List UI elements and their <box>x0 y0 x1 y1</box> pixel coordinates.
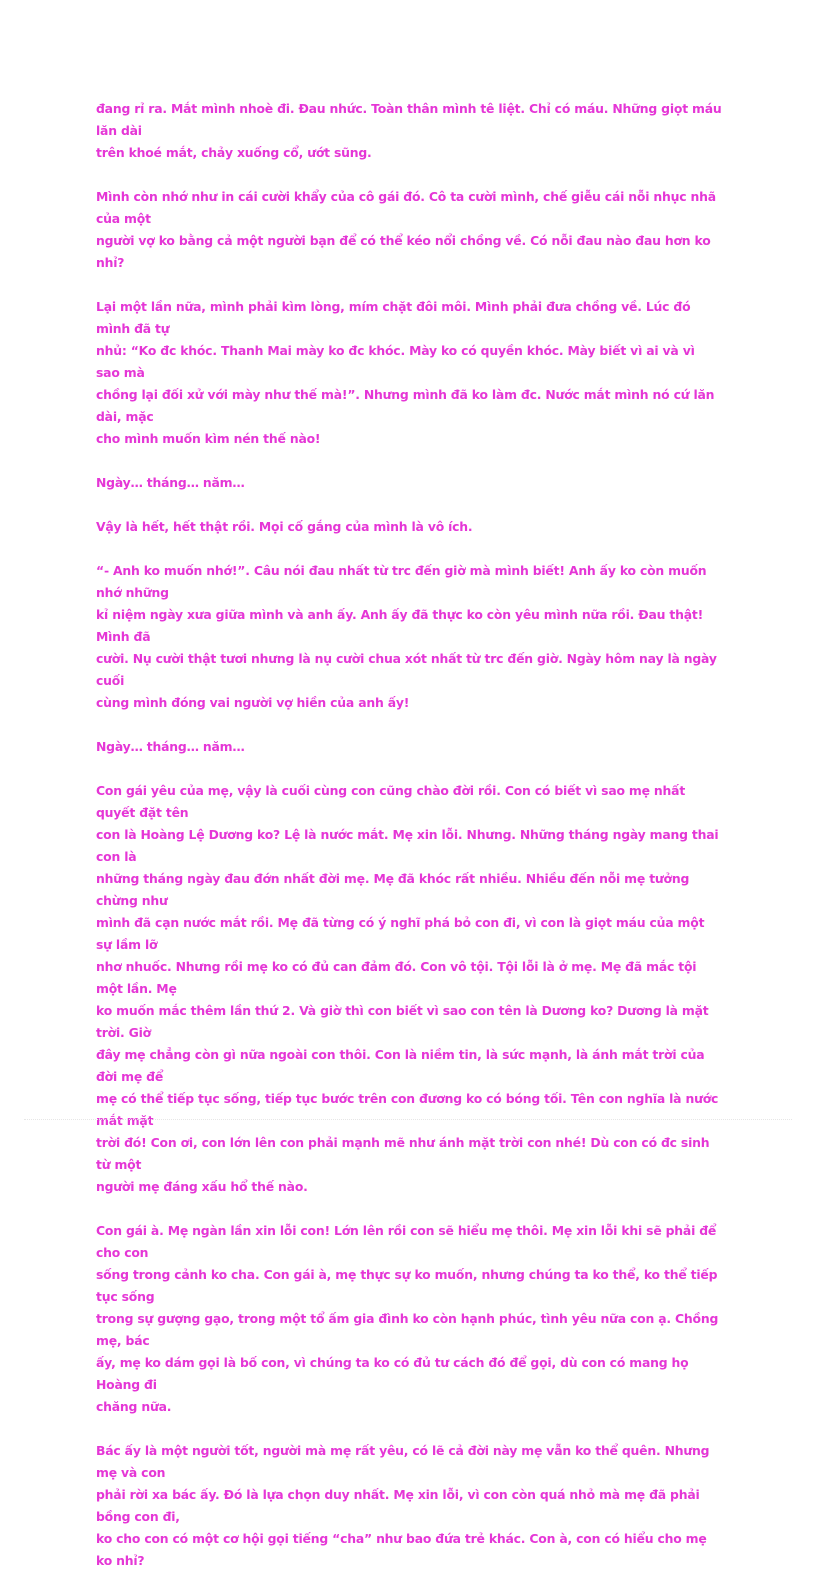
paragraph-1: đang rỉ ra. Mắt mình nhoè đi. Đau nhức. Toàn thân mình tê liệt. Chỉ có máu. Những giọt máu lăn dài trên khoé mắt, chảy xuống cổ, ướt sũng. <box>96 101 722 160</box>
paragraph-8: Bác ấy là một người tốt, người mà mẹ rất yêu, có lẽ cả đời này mẹ vẫn ko thể quên. Nhưng mẹ và con phải rời xa bác ấy. Đó là lựa chọn duy nhất. Mẹ xin lỗi, vì con còn quá nhỏ mà mẹ đã phải bồng con đi, ko cho con có một cơ hội gọi tiếng “cha” như bao đứa trẻ khác. Con à, con có hiểu cho mẹ ko nhỉ? <box>96 1443 710 1568</box>
paragraph-6: Con gái yêu của mẹ, vậy là cuối cùng con cũng chào đời rồi. Con có biết vì sao mẹ nhất quyết đặt tên con là Hoàng Lệ Dương ko? Lệ là nước mắt. Mẹ xin lỗi. Nhưng. Những tháng ngày mang thai con là những tháng ngày đau đớn nhất đời mẹ. Mẹ đã khóc rất nhiều. Nhiều đến nỗi mẹ tưởng chừng như mình đã cạn nước mắt rồi. Mẹ đã từng có ý nghĩ phá bỏ con đi, vì con là giọt máu của một sự lầm lỡ nhơ nhuốc. Nhưng rồi mẹ ko có đủ can đảm đó. Con vô tội. Tội lỗi là ở mẹ. Mẹ đã mắc tội một lần. Mẹ ko muốn mắc thêm lần thứ 2. Và giờ thì con biết vì sao con tên là Dương ko? Dương là mặt trời. Giờ đây mẹ chẳng còn gì nữa ngoài con thôi. Con là niềm tin, là sức mạnh, là ánh mắt trời của đời mẹ để mẹ có thể tiếp tục sống, tiếp tục bước trên con đương ko có bóng tối. Tên con nghĩa là nước mắt mặt trời đó! Con ơi, con lớn lên con phải mạnh mẽ như ánh mặt trời con nhé! Dù con có đc sinh từ một người mẹ đáng xấu hổ thế nào. <box>96 783 719 1194</box>
date-heading-1: Ngày… tháng… năm… <box>96 475 245 490</box>
document-body <box>96 98 722 1594</box>
paragraph-4: Vậy là hết, hết thật rồi. Mọi cố gắng của mình là vô ích. <box>96 519 473 534</box>
date-heading-2: Ngày… tháng… năm… <box>96 739 245 754</box>
paragraph-5: “- Anh ko muốn nhớ!”. Câu nói đau nhất từ trc đến giờ mà mình biết! Anh ấy ko còn muốn nhớ những kỉ niệm ngày xưa giữa mình và anh ấy. Anh ấy đã thực ko còn yêu mình nữa rồi. Đau thật! Mình đã cười. Nụ cười thật tươi nhưng là nụ cười chua xót nhất từ trc đến giờ. Ngày hôm nay là ngày cuối cùng mình đóng vai người vợ hiền của anh ấy! <box>96 563 717 710</box>
paragraph-3: Lại một lần nữa, mình phải kìm lòng, mím chặt đôi môi. Mình phải đưa chồng về. Lúc đó mình đã tự nhủ: “Ko đc khóc. Thanh Mai mày ko đc khóc. Mày ko có quyền khóc. Mày biết vì ai và vì sao mà chồng lại đối xử với mày như thế mà!”. Nhưng mình đã ko làm đc. Nước mắt mình nó cứ lăn dài, mặc cho mình muốn kìm nén thế nào! <box>96 299 715 446</box>
page-bottom-divider <box>24 1119 792 1120</box>
paragraph-2: Mình còn nhớ như in cái cười khẩy của cô gái đó. Cô ta cười mình, chế giễu cái nỗi nhục nhã của một người vợ ko bằng cả một người bạn để có thể kéo nổi chồng về. Có nỗi đau nào đau hơn ko nhỉ? <box>96 189 716 270</box>
paragraph-7: Con gái à. Mẹ ngàn lần xin lỗi con! Lớn lên rồi con sẽ hiểu mẹ thôi. Mẹ xin lỗi khi sẽ phải để cho con sống trong cảnh ko cha. Con gái à, mẹ thực sự ko muốn, nhưng chúng ta ko thể, ko thể tiếp tục sống trong sự gượng gạo, trong một tổ ấm gia đình ko còn hạnh phúc, tình yêu nữa con ạ. Chồng mẹ, bác ấy, mẹ ko dám gọi là bố con, vì chúng ta ko có đủ tư cách đó để gọi, dù con có mang họ Hoàng đi chăng nữa. <box>96 1223 719 1414</box>
